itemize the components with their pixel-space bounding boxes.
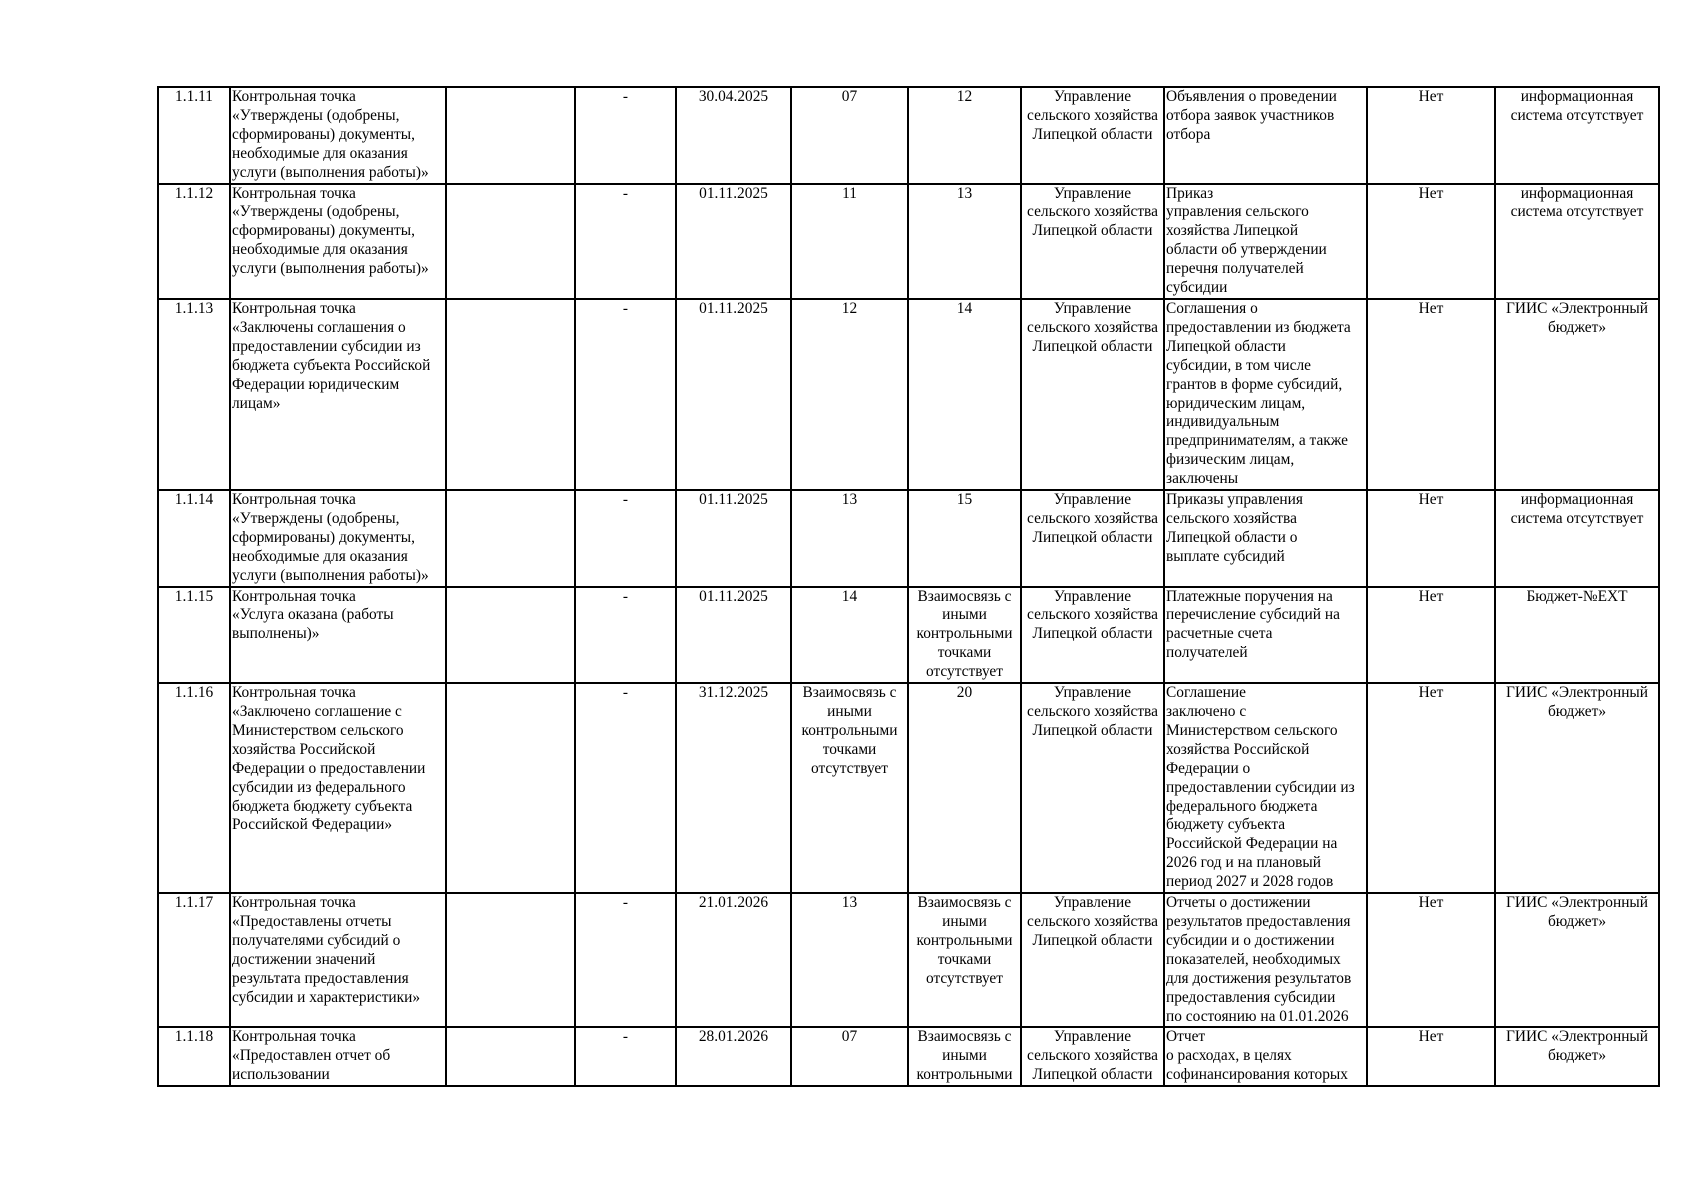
successor-cell: 14 (908, 299, 1021, 490)
predecessor-cell: 07 (791, 87, 908, 184)
control-point-name: Контрольная точка «Услуга оказана (работы выполнены)» (230, 587, 446, 684)
document-type: Соглашение заключено с Министерством сельского хозяйства Российской Федерации о предоставлении субсидии из федерального бюджета бюджету субъекта Российской Федерации на 2026 год и на плановый период 2027 и 2028 годов (1164, 683, 1367, 893)
control-point-name: Контрольная точка «Предоставлен отчет об использовании (230, 1027, 446, 1086)
row-number: 1.1.12 (158, 184, 230, 299)
control-point-name: Контрольная точка «Утверждены (одобрены, сформированы) документы, необходимые для оказания услуги (выполнения работы)» (230, 87, 446, 184)
row-number: 1.1.14 (158, 490, 230, 587)
document-type: Приказ управления сельского хозяйства Липецкой области об утверждении перечня получателей субсидии (1164, 184, 1367, 299)
document-type: Соглашения о предоставлении из бюджета Липецкой области субсидии, в том числе грантов в форме субсидий, юридическим лицам, индивидуальным предпринимателям, а также физическим лицам, заключены (1164, 299, 1367, 490)
dash-cell: - (575, 299, 676, 490)
row-number: 1.1.17 (158, 893, 230, 1027)
deadline-date: 30.04.2025 (676, 87, 791, 184)
deadline-date: 01.11.2025 (676, 587, 791, 684)
responsible-executor: Управление сельского хозяйства Липецкой области (1021, 490, 1164, 587)
row-number: 1.1.13 (158, 299, 230, 490)
empty-cell (446, 683, 575, 893)
flag-cell: Нет (1367, 1027, 1495, 1086)
document-type: Отчет о расходах, в целях софинансирования которых (1164, 1027, 1367, 1086)
predecessor-cell: 07 (791, 1027, 908, 1086)
empty-cell (446, 184, 575, 299)
document-type: Отчеты о достижении результатов предоставления субсидии и о достижении показателей, необходимых для достижения результатов предоставления субсидии по состоянию на 01.01.2026 (1164, 893, 1367, 1027)
successor-cell: 20 (908, 683, 1021, 893)
table-row (158, 490, 1659, 587)
information-system: информационная система отсутствует (1495, 184, 1659, 299)
successor-cell: 12 (908, 87, 1021, 184)
deadline-date: 31.12.2025 (676, 683, 791, 893)
empty-cell (446, 490, 575, 587)
flag-cell: Нет (1367, 87, 1495, 184)
table-row (158, 893, 1659, 1027)
empty-cell (446, 587, 575, 684)
row-number: 1.1.16 (158, 683, 230, 893)
control-point-name: Контрольная точка «Утверждены (одобрены, сформированы) документы, необходимые для оказания услуги (выполнения работы)» (230, 490, 446, 587)
responsible-executor: Управление сельского хозяйства Липецкой области (1021, 683, 1164, 893)
information-system: ГИИС «Электронный бюджет» (1495, 893, 1659, 1027)
flag-cell: Нет (1367, 184, 1495, 299)
dash-cell: - (575, 683, 676, 893)
responsible-executor: Управление сельского хозяйства Липецкой области (1021, 299, 1164, 490)
deadline-date: 01.11.2025 (676, 490, 791, 587)
empty-cell (446, 1027, 575, 1086)
empty-cell (446, 87, 575, 184)
document-type: Объявления о проведении отбора заявок участников отбора (1164, 87, 1367, 184)
successor-cell: Взаимосвязь с иными контрольными (908, 1027, 1021, 1086)
control-points-table (157, 86, 1660, 1087)
table-row (158, 87, 1659, 184)
flag-cell: Нет (1367, 683, 1495, 893)
row-number: 1.1.11 (158, 87, 230, 184)
successor-cell: Взаимосвязь с иными контрольными точками отсутствует (908, 893, 1021, 1027)
information-system: информационная система отсутствует (1495, 87, 1659, 184)
table-row (158, 683, 1659, 893)
dash-cell: - (575, 184, 676, 299)
predecessor-cell: 12 (791, 299, 908, 490)
successor-cell: 15 (908, 490, 1021, 587)
predecessor-cell: 13 (791, 490, 908, 587)
responsible-executor: Управление сельского хозяйства Липецкой области (1021, 184, 1164, 299)
information-system: ГИИС «Электронный бюджет» (1495, 683, 1659, 893)
responsible-executor: Управление сельского хозяйства Липецкой области (1021, 1027, 1164, 1086)
table-row (158, 184, 1659, 299)
empty-cell (446, 893, 575, 1027)
predecessor-cell: 13 (791, 893, 908, 1027)
information-system: ГИИС «Электронный бюджет» (1495, 299, 1659, 490)
dash-cell: - (575, 490, 676, 587)
table-row (158, 587, 1659, 684)
control-point-name: Контрольная точка «Предоставлены отчеты получателями субсидий о достижении значений результата предоставления субсидии и характеристики» (230, 893, 446, 1027)
predecessor-cell: 11 (791, 184, 908, 299)
successor-cell: 13 (908, 184, 1021, 299)
deadline-date: 21.01.2026 (676, 893, 791, 1027)
control-point-name: Контрольная точка «Заключены соглашения о предоставлении субсидии из бюджета субъекта Российской Федерации юридическим лицам» (230, 299, 446, 490)
information-system: Бюджет-№EXT (1495, 587, 1659, 684)
dash-cell: - (575, 893, 676, 1027)
flag-cell: Нет (1367, 490, 1495, 587)
successor-cell: Взаимосвязь с иными контрольными точками отсутствует (908, 587, 1021, 684)
responsible-executor: Управление сельского хозяйства Липецкой области (1021, 587, 1164, 684)
predecessor-cell: Взаимосвязь с иными контрольными точками отсутствует (791, 683, 908, 893)
row-number: 1.1.18 (158, 1027, 230, 1086)
control-point-name: Контрольная точка «Утверждены (одобрены, сформированы) документы, необходимые для оказания услуги (выполнения работы)» (230, 184, 446, 299)
responsible-executor: Управление сельского хозяйства Липецкой области (1021, 87, 1164, 184)
responsible-executor: Управление сельского хозяйства Липецкой области (1021, 893, 1164, 1027)
table-row (158, 1027, 1659, 1086)
flag-cell: Нет (1367, 299, 1495, 490)
document-type: Платежные поручения на перечисление субсидий на расчетные счета получателей (1164, 587, 1367, 684)
deadline-date: 28.01.2026 (676, 1027, 791, 1086)
deadline-date: 01.11.2025 (676, 184, 791, 299)
table-row (158, 299, 1659, 490)
dash-cell: - (575, 587, 676, 684)
dash-cell: - (575, 1027, 676, 1086)
document-type: Приказы управления сельского хозяйства Липецкой области о выплате субсидий (1164, 490, 1367, 587)
row-number: 1.1.15 (158, 587, 230, 684)
information-system: информационная система отсутствует (1495, 490, 1659, 587)
flag-cell: Нет (1367, 893, 1495, 1027)
dash-cell: - (575, 87, 676, 184)
control-point-name: Контрольная точка «Заключено соглашение с Министерством сельского хозяйства Российской Федерации о предоставлении субсидии из федерального бюджета бюджету субъекта Российской Федерации» (230, 683, 446, 893)
deadline-date: 01.11.2025 (676, 299, 791, 490)
empty-cell (446, 299, 575, 490)
information-system: ГИИС «Электронный бюджет» (1495, 1027, 1659, 1086)
predecessor-cell: 14 (791, 587, 908, 684)
flag-cell: Нет (1367, 587, 1495, 684)
